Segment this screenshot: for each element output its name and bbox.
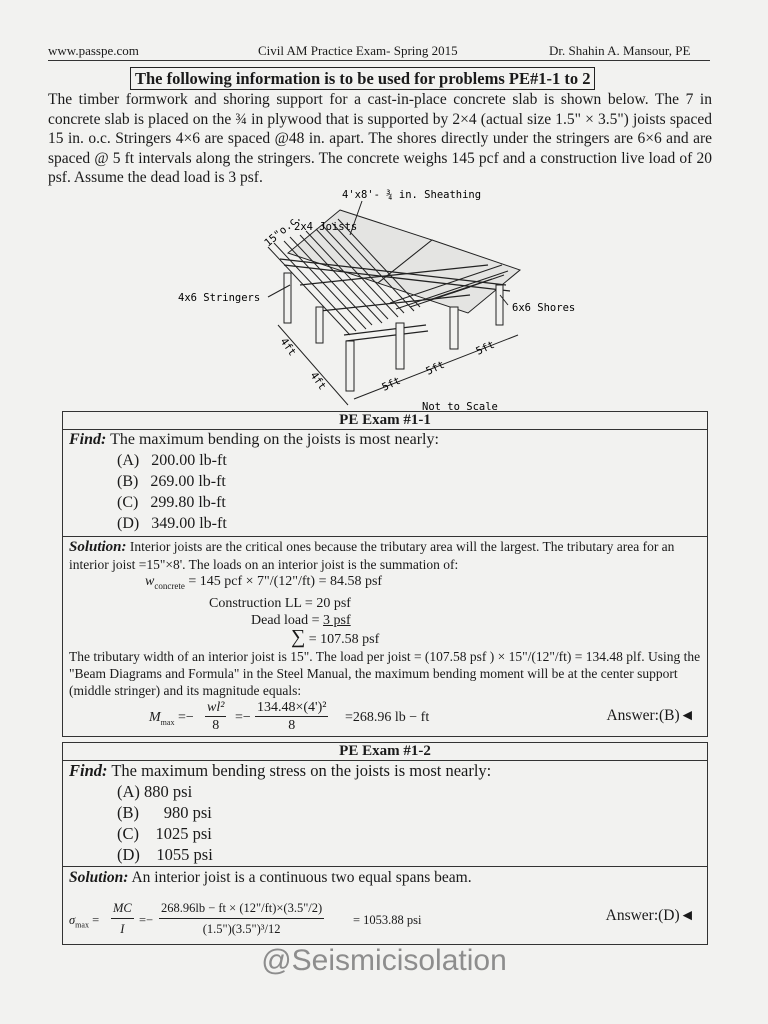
label-dim-5ft-c: 5ft — [474, 338, 497, 358]
problem-1-solution-line1: Interior joists are the critical ones because the tributary area will the largest. The tributary area for an interior joist =15"×8'. The loads on an interior joist is the summation of: — [69, 539, 675, 572]
problem-1-find-text: The maximum bending on the joists is most nearly: — [110, 431, 439, 448]
problem-1-find — [63, 430, 707, 450]
header-divider — [48, 60, 710, 61]
label-sheathing: 4'x8'- ¾ in. Sheathing — [342, 189, 482, 201]
load-sum-value: = 107.58 psf — [308, 631, 380, 647]
problem-2-find — [63, 761, 707, 781]
eq2-frac1-num: MC — [113, 901, 132, 915]
problem-1-loads — [69, 573, 701, 648]
load-dl-value: 3 psf — [323, 612, 351, 628]
problem-2-option-a: (A) 880 psi — [117, 782, 193, 801]
problem-2-solution — [63, 866, 707, 943]
formwork-figure — [170, 185, 590, 413]
label-dim-4ft-b: 4ft — [307, 369, 329, 393]
load-concrete-value: = 145 pcf × 7"/(12"/ft) = 84.58 psf — [188, 574, 383, 589]
problem-2-option-c: (C) 1025 psi — [117, 824, 212, 843]
problem-2-option-d: (D) 1055 psi — [117, 845, 213, 864]
problem-2-equation: $\sigma_{max}$ = $\frac{MC}{I}$ =− $\frac{268.96lb - ft \times (12"/ft)\times(3.5"/2)}{\text{(1.5")(3.5")³/12}}$ = 1053.88 psi Answer:(D)◄ — [69, 896, 701, 942]
load-dl-label: Dead load = — [251, 612, 320, 628]
header-exam-title: Civil AM Practice Exam- Spring 2015 — [258, 43, 458, 58]
label-spacing: 15"o.c. — [262, 211, 304, 250]
load-concrete-label: w — [145, 574, 155, 589]
load-concrete-row — [145, 573, 701, 595]
problem-1-box — [62, 411, 708, 737]
problem-1-option-d: (D) 349.00 lb-ft — [117, 515, 227, 532]
problem-2-title: PE Exam #1-2 — [63, 743, 707, 761]
eq2-result: = 1053.88 psi — [353, 913, 422, 927]
label-shores: 6x6 Shores — [512, 302, 576, 314]
problem-2-find-label: Find: — [69, 761, 108, 780]
eq2-lhs-sub: max — [75, 920, 89, 930]
eq2-lhs: σ — [69, 913, 76, 927]
eq2-frac2-den: (1.5")(3.5")³/12 — [202, 922, 281, 936]
load-ll-value: = 20 psf — [304, 595, 351, 611]
problem-1-equation: $M_{max}$ =− $\frac{\text{wl²}}{8}$ =− $\frac{\text{134.48×(4')²}}{8}$ =268.96 lb − ft Answer:(B)◄ — [149, 699, 695, 733]
eq1-frac1-den: 8 — [212, 717, 220, 733]
problem-1-option-b: (B) 269.00 lb-ft — [117, 473, 226, 490]
problem-2-box — [62, 742, 708, 945]
eq1-frac2-den: 8 — [288, 717, 296, 733]
eq2-frac1-den: I — [120, 922, 125, 936]
intro-paragraph — [48, 90, 712, 188]
problem-1-option-a: (A) 200.00 lb-ft — [117, 452, 227, 469]
label-dim-5ft-b: 5ft — [424, 358, 447, 378]
intro-text: The timber formwork and shoring support for a cast-in-place concrete slab is shown below. The 7 in concrete slab is placed on the ¾ in plywood that is supported by 2×4 (actual size 1.5" × 3.5") joists spaced 15 in. o.c. Stringers 4×6 are spaced @48 in. apart. The shores directly under the stringers are 6×6 and are spaced @ 5 ft intervals along the stringers. The concrete weighs 145 pcf and a construction live load of 20 psf. Assume the dead load is 3 psf. — [48, 91, 712, 186]
problem-2-option-b: (B) 980 psi — [117, 803, 212, 822]
load-concrete-sub: concrete — [154, 580, 185, 591]
eq1-frac2-num: 134.48×(4')² — [257, 699, 327, 715]
problem-1-title: PE Exam #1-1 — [63, 412, 707, 430]
problem-1-solution — [63, 536, 707, 740]
problem-2-solution-label: Solution: — [69, 869, 129, 886]
problem-1-find-label: Find: — [69, 431, 107, 448]
load-sum-symbol: ∑ — [291, 625, 306, 648]
load-sum-row — [145, 625, 701, 648]
load-ll-label: Construction LL — [209, 595, 302, 611]
problem-2-solution-text: An interior joist is a continuous two equal spans beam. — [131, 869, 472, 886]
label-dim-4ft-a: 4ft — [277, 335, 299, 359]
label-stringers: 4x6 Stringers — [178, 292, 261, 304]
problem-1-answer: Answer:(B)◄ — [606, 706, 695, 724]
eq1-lhs-sub: max — [160, 717, 175, 727]
header-website: www.passpe.com — [48, 43, 139, 58]
problem-1-option-c: (C) 299.80 lb-ft — [117, 494, 226, 511]
problem-1-solution-label: Solution: — [69, 539, 127, 555]
intro-title: The following information is to be used for problems PE#1-1 to 2 — [130, 67, 595, 90]
eq2-frac2-num: 268.96lb − ft × (12"/ft)×(3.5"/2) — [159, 898, 324, 919]
problem-2-find-text: The maximum bending stress on the joists is most nearly: — [111, 761, 492, 780]
load-ll-row — [145, 595, 701, 612]
eq1-lhs: M — [149, 709, 161, 725]
label-not-to-scale: Not to Scale — [422, 401, 498, 413]
header-author: Dr. Shahin A. Mansour, PE — [549, 43, 691, 58]
watermark: @Seismicisolation — [261, 944, 507, 977]
problem-1-solution-line2: The tributary width of an interior joist is 15". The load per joist = (107.58 psf ) × 15"/(12"/ft) = 134.48 plf. Using the "Beam Diagrams and Formula" in the Steel Manual, the maximum bending moment will be at the center support (middle stringer) and its magnitude equals: — [69, 648, 701, 698]
label-dim-5ft-a: 5ft — [380, 374, 403, 394]
eq1-frac1-num: wl² — [207, 699, 225, 715]
eq1-result: =268.96 lb − ft — [345, 709, 430, 725]
label-joists: 2x4 Joists — [294, 221, 358, 233]
problem-2-answer: Answer:(D)◄ — [605, 907, 695, 924]
load-dl-row — [145, 612, 701, 629]
